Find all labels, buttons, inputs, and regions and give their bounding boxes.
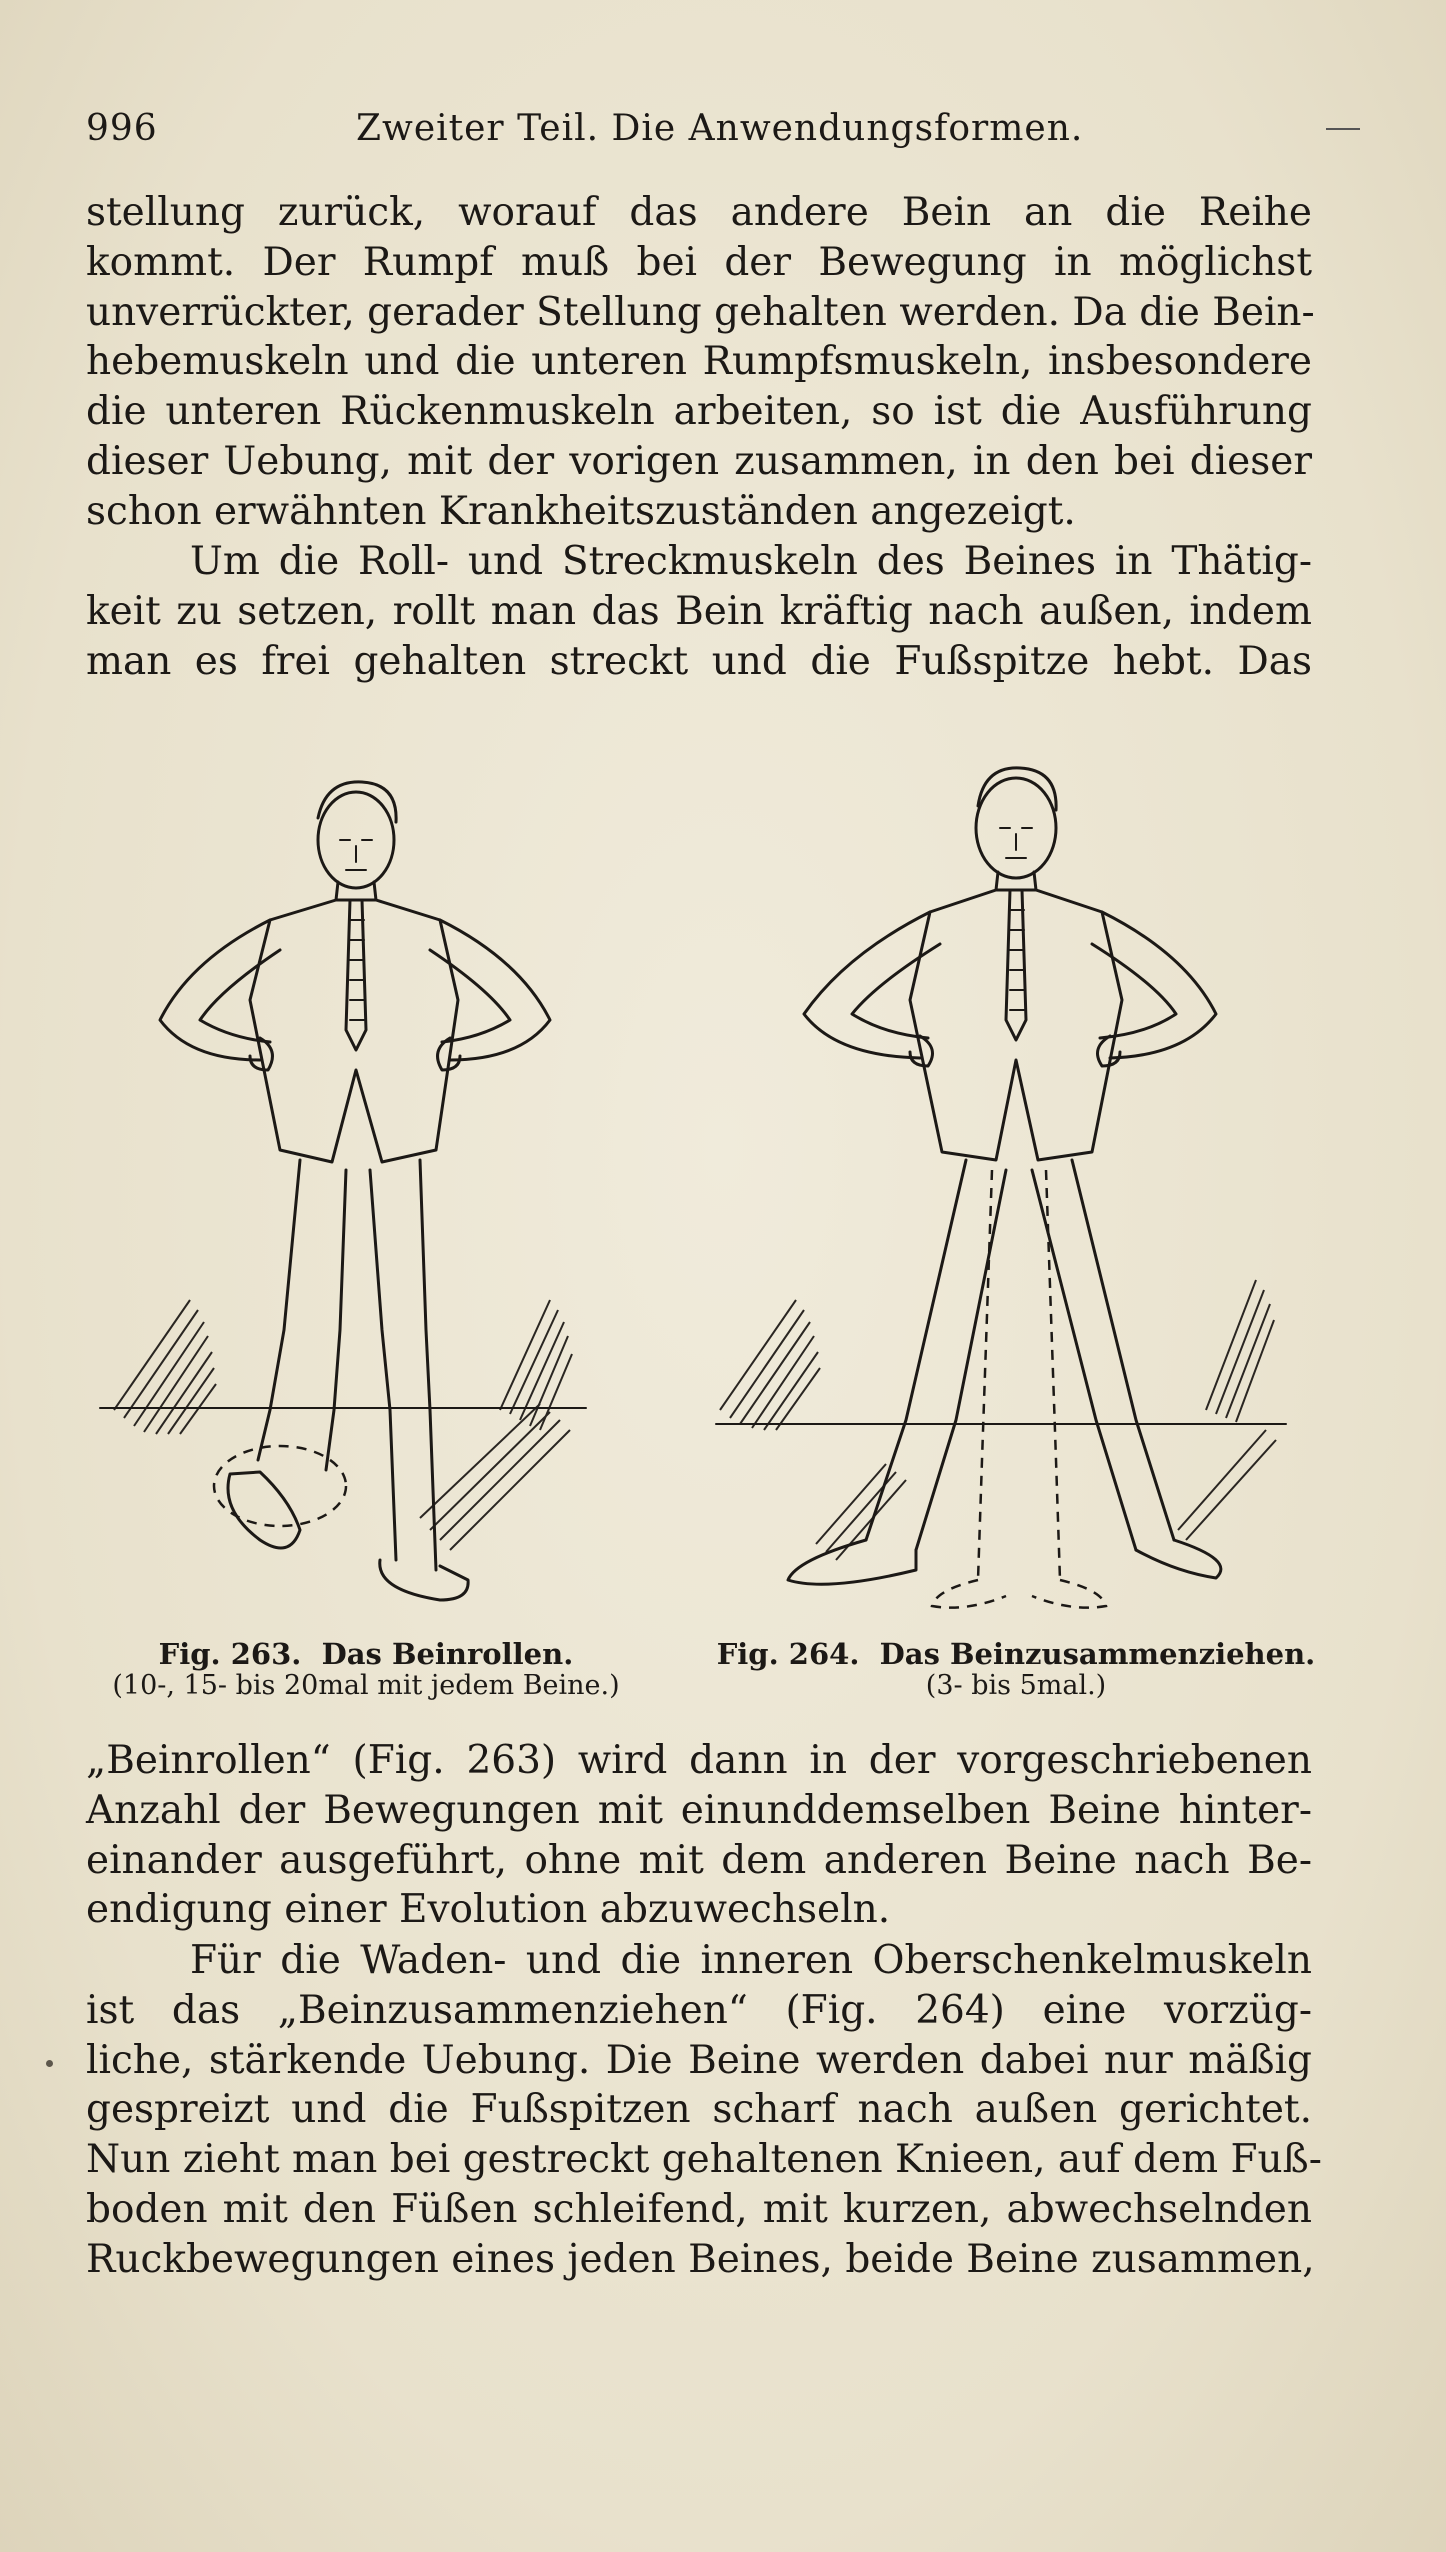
text-line: man es frei gehalten streckt und die Fußspitze hebt. Das — [86, 638, 1312, 684]
hatch-shadow-left — [720, 1300, 906, 1560]
figure-title: Das Beinrollen. — [321, 1637, 574, 1671]
text-line: keit zu setzen, rollt man das Bein kräftig nach außen, indem — [86, 588, 1312, 634]
hatch-shadow-right — [1178, 1280, 1276, 1540]
paragraph-leg-rolling — [86, 537, 1312, 686]
text-line: kommt. Der Rumpf muß bei der Bewegung in möglichst — [86, 239, 1312, 285]
figure-263-caption — [86, 1638, 646, 1702]
figure-263-illustration — [100, 770, 620, 1630]
figure-note: (3- bis 5mal.) — [925, 1670, 1107, 1701]
text-line: einander ausgeführt, ohne mit dem anderen Beine nach Be- — [86, 1837, 1312, 1883]
text-line: boden mit den Füßen schleifend, mit kurzen, abwechselnden — [86, 2186, 1312, 2232]
text-line: Nun zieht man bei gestreckt gehaltenen Knieen, auf dem Fuß- — [86, 2137, 1322, 2183]
figure-label: Fig. 264. — [716, 1637, 860, 1671]
text-line: liche, stärkende Uebung. Die Beine werden dabei nur mäßig — [86, 2037, 1312, 2083]
figure-note: (10-, 15- bis 20mal mit jedem Beine.) — [112, 1670, 620, 1701]
hatch-shadow-right — [420, 1300, 572, 1550]
text-line: hebemuskeln und die unteren Rumpfsmuskeln, insbesondere — [86, 339, 1312, 385]
figure-264-caption — [706, 1638, 1326, 1702]
text-line: dieser Uebung, mit der vorigen zusammen, in den bei dieser — [86, 438, 1312, 484]
header-rule — [1326, 128, 1360, 130]
page-header — [86, 108, 1360, 168]
text-line: ist das „Beinzusammenziehen“ (Fig. 264) eine vorzüg- — [86, 1987, 1312, 2033]
text-line: Um die Roll- und Streckmuskeln des Beines in Thätig- — [190, 539, 1312, 584]
text-line: Für die Waden- und die inneren Oberschenkelmuskeln — [190, 1938, 1312, 1983]
text-line: schon erwähnten Krankheitszuständen angezeigt. — [86, 488, 1076, 534]
paragraph-beinzusammenziehen — [86, 1936, 1322, 2285]
hatch-shadow-left — [114, 1300, 216, 1434]
text-line: unverrückter, gerader Stellung gehalten werden. Da die Bein- — [86, 289, 1315, 335]
figure-264-illustration — [716, 760, 1296, 1620]
figure-label: Fig. 263. — [158, 1637, 302, 1671]
page-number: 996 — [86, 108, 158, 149]
figure-title: Das Beinzusammenziehen. — [879, 1637, 1316, 1671]
text-line: endigung einer Evolution abzuwechseln. — [86, 1887, 891, 1933]
text-line: „Beinrollen“ (Fig. 263) wird dann in der vorgeschriebenen — [86, 1738, 1312, 1783]
text-line: gespreizt und die Fußspitzen scharf nach außen gerichtet. — [86, 2087, 1312, 2133]
paragraph-continuation — [86, 188, 1315, 537]
text-line: stellung zurück, worauf das andere Bein an die Reihe — [86, 190, 1312, 235]
running-title: Zweiter Teil. Die Anwendungsformen. — [356, 108, 1084, 149]
text-line: Anzahl der Bewegungen mit einunddemselben Beine hinter- — [86, 1787, 1312, 1833]
text-line: die unteren Rückenmuskeln arbeiten, so ist die Ausführung — [86, 389, 1312, 435]
margin-mark — [46, 2060, 53, 2067]
paragraph-beinrollen — [86, 1736, 1312, 1935]
text-line: Ruckbewegungen eines jeden Beines, beide Beine zusammen, — [86, 2236, 1315, 2282]
